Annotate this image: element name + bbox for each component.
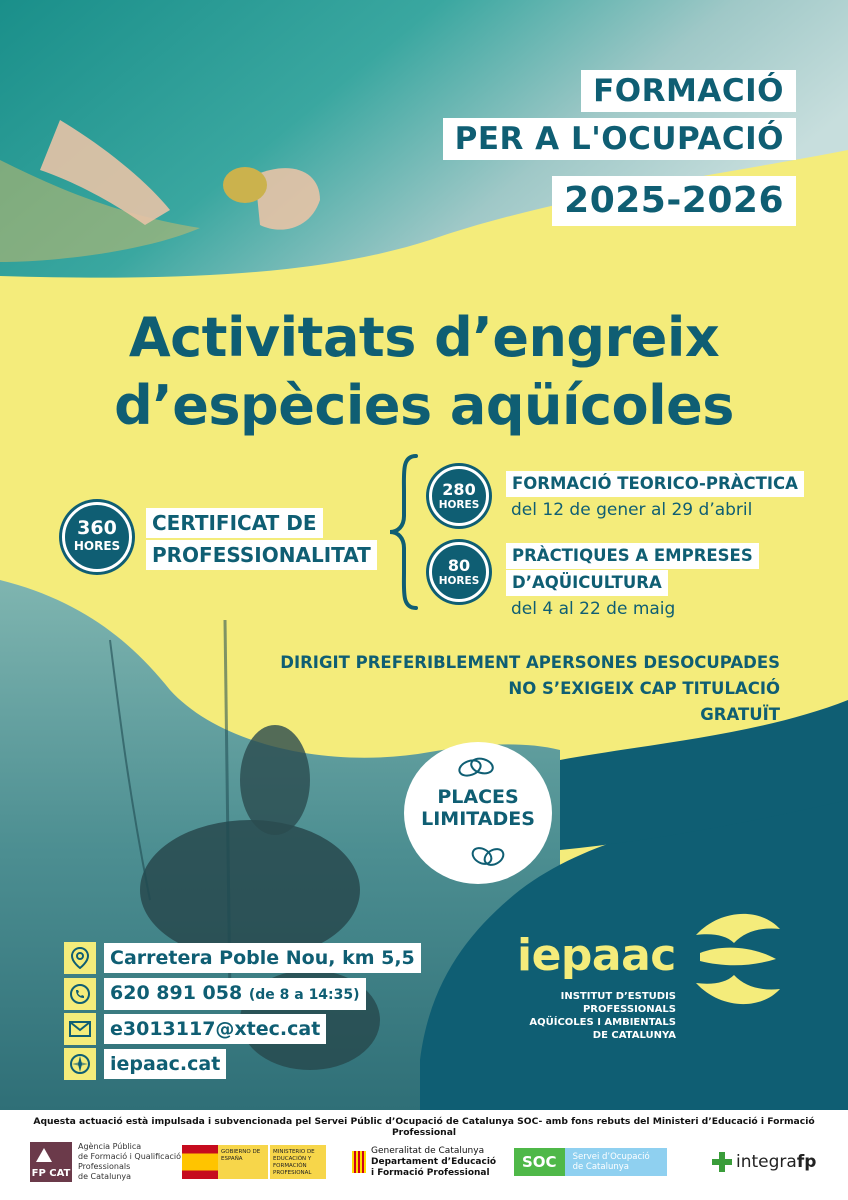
module2-hours-circle: [429, 542, 489, 602]
soc-line1: Servei d’Ocupació: [572, 1152, 650, 1162]
contact-email-row: [64, 1013, 326, 1045]
module2-title-line1: PRÀCTIQUES A EMPRESES: [506, 543, 759, 569]
gencat-line1: Generalitat de Catalunya: [371, 1145, 485, 1156]
condition-target: DIRIGIT PREFERIBLEMENT APERSONES DESOCUPADES: [280, 653, 780, 672]
mussel-icon: [468, 842, 508, 870]
iepaac-name-line3: AQÜÍCOLES I AMBIENTALS: [529, 1017, 676, 1028]
header-year: 2025-2026: [552, 176, 796, 226]
contact-web[interactable]: iepaac.cat: [104, 1049, 226, 1079]
fpcat-line2: de Formació i Qualificació: [78, 1152, 181, 1161]
iepaac-name-line1: INSTITUT D’ESTUDIS: [560, 991, 676, 1002]
certificate-label-line2: PROFESSIONALITAT: [146, 540, 377, 570]
module1-hours-number: 280: [442, 480, 476, 499]
contact-address-row: [64, 942, 421, 974]
badge-line1: PLACES: [437, 786, 519, 808]
module2-hours-unit: HORES: [438, 575, 480, 587]
mussel-icon: [456, 754, 496, 780]
gencat-line3: i Formació Professional: [371, 1167, 490, 1178]
iepaac-name-line2: PROFESSIONALS: [582, 1004, 676, 1015]
headline-line1: Activitats d’engreix: [128, 306, 720, 369]
badge-line2: LIMITADES: [421, 808, 535, 830]
module2-title-line2: D’AQÜICULTURA: [506, 570, 668, 596]
spain-gov-right: MINISTERIO DE EDUCACIÓN Y FORMACIÓN PROFESIONAL: [270, 1145, 326, 1179]
integrafp-cross-icon: [712, 1152, 732, 1172]
fpcat-mark-text: FP CAT: [31, 1168, 71, 1179]
footer-funding-notice: Aquesta actuació està impulsada i subvencionada pel Servei Públic d’Ocupació de Catalunya SOC- amb fons rebuts del Ministeri d’Educació i Formació Professional: [33, 1116, 815, 1138]
certificate-hours-number: 360: [77, 517, 117, 539]
fpcat-line3: Professionals: [78, 1162, 131, 1171]
contact-phone-row: [64, 978, 366, 1010]
soc-logo: [514, 1140, 667, 1184]
spain-gov-left: GOBIERNO DE ESPAÑA: [218, 1145, 268, 1179]
fpcat-mark-icon: [30, 1142, 72, 1182]
module2-dates: del 4 al 22 de maig: [511, 599, 676, 619]
module1-hours-circle: [429, 466, 489, 526]
whatsapp-phone-icon: [64, 978, 96, 1010]
fpcat-line4: de Catalunya: [78, 1172, 132, 1181]
condition-no-title: NO S’EXIGEIX CAP TITULACIÓ: [508, 679, 780, 698]
iepaac-name-line4: DE CATALUNYA: [592, 1030, 676, 1041]
contact-phone-hours: (de 8 a 14:35): [248, 987, 360, 1003]
certificate-label-line1: CERTIFICAT DE: [146, 508, 323, 538]
iepaac-fish-logo-icon: [690, 905, 782, 1013]
certificate-hours-circle: [62, 502, 132, 572]
soc-mark: SOC: [522, 1153, 557, 1171]
module1-dates: del 12 de gener al 29 d’abril: [511, 500, 753, 520]
fpcat-line1: Agència Pública: [78, 1142, 142, 1151]
curly-brace-icon: [386, 452, 422, 612]
header-formacio: FORMACIÓ: [581, 70, 796, 112]
module1-title: FORMACIÓ TEORICO-PRÀCTICA: [506, 471, 804, 497]
places-limitades-badge: [404, 742, 552, 884]
location-pin-icon: [64, 942, 96, 974]
soc-line2: de Catalunya: [572, 1162, 629, 1172]
compass-web-icon: [64, 1048, 96, 1080]
headline-line2: d’espècies aqüícoles: [114, 374, 734, 437]
generalitat-senyera-icon: [352, 1151, 366, 1173]
integrafp-word-a: integra: [736, 1152, 797, 1172]
integrafp-logo: [712, 1140, 816, 1184]
contact-phone[interactable]: [104, 978, 366, 1010]
contact-phone-number: 620 891 058: [110, 982, 243, 1004]
module1-hours-unit: HORES: [438, 499, 480, 511]
contact-web-row: [64, 1048, 226, 1080]
header-per-a-ocupacio: PER A L'OCUPACIÓ: [443, 118, 796, 160]
certificate-hours-unit: HORES: [73, 539, 121, 553]
envelope-icon: [64, 1013, 96, 1045]
contact-email[interactable]: e3013117@xtec.cat: [104, 1014, 326, 1044]
module2-hours-number: 80: [447, 556, 471, 575]
iepaac-logo-wordmark: iepaac: [517, 930, 676, 981]
generalitat-logo: [352, 1140, 496, 1184]
iepaac-full-name: [529, 990, 676, 1042]
condition-free: GRATUÏT: [700, 705, 780, 724]
integrafp-word-b: fp: [796, 1152, 817, 1172]
gencat-line2: Departament d’Educació: [371, 1156, 497, 1167]
contact-address: Carretera Poble Nou, km 5,5: [104, 943, 421, 973]
spain-coat-of-arms-icon: [182, 1145, 218, 1179]
fpcat-logo: [30, 1140, 181, 1184]
footer: [0, 1110, 848, 1200]
spain-government-logo: [182, 1140, 326, 1184]
